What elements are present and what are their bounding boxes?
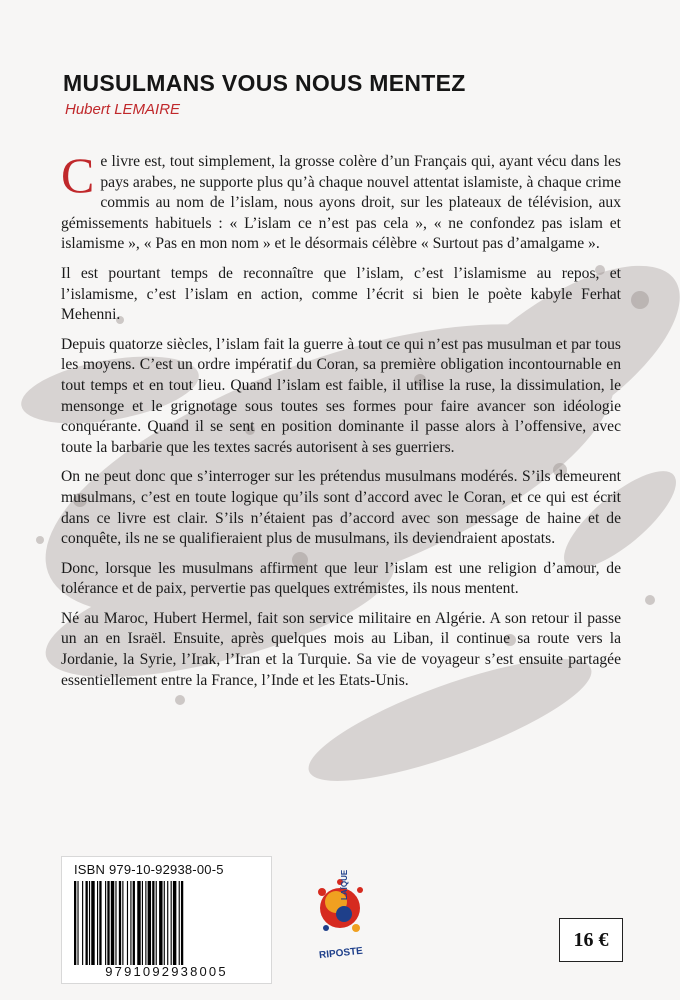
barcode-bar bbox=[105, 881, 106, 965]
barcode-bar bbox=[77, 881, 78, 965]
barcode-bar bbox=[89, 881, 90, 965]
barcode-bar bbox=[97, 881, 98, 965]
author-bio: Né au Maroc, Hubert Hermel, fait son service militaire en Algérie. A son retour il passe un an en Israël. Ensuite, après quelques mois au Liban, il continue sa route vers la Jordanie, la Syrie, l’Irak, l’Iran et la Turquie. Sa vie de voyageur s’est ensuite partagée essentiellement entre la France, l’Inde et les Etats-Unis. bbox=[61, 609, 621, 689]
barcode-bar bbox=[119, 881, 121, 965]
paragraph-1 bbox=[61, 147, 621, 255]
isbn-barcode-box bbox=[61, 856, 272, 984]
barcode-bar bbox=[86, 881, 88, 965]
barcode-bar bbox=[127, 881, 128, 965]
back-cover-blurb bbox=[61, 147, 621, 700]
barcode-bar bbox=[137, 881, 140, 965]
barcode-bar bbox=[133, 881, 135, 965]
barcode-bar bbox=[74, 881, 76, 965]
book-title: MUSULMANS VOUS NOUS MENTEZ bbox=[63, 70, 466, 96]
barcode-bar bbox=[164, 881, 165, 965]
paragraph-2: Il est pourtant temps de reconnaître que l’islam, c’est l’islamisme au repos, et l’islamisme, c’est l’islam en action, comme l’écrit si bien le poète kabyle Ferhat Mehenni. bbox=[61, 264, 621, 324]
paragraph-4: On ne peut donc que s’interroger sur les prétendus musulmans modérés. S’ils demeurent musulmans, c’est en toute logique qu’ils sont d’accord avec le Coran, et ce qui est écrit dans ce livre est clair. S’ils n’étaient pas d’accord avec son message de haine et de conquête, ils ne se qualifieraient plus de musulmans, ils deviendraient apostats. bbox=[61, 468, 621, 548]
barcode-bar bbox=[91, 881, 94, 965]
barcode-bar bbox=[171, 881, 172, 965]
barcode-bar bbox=[145, 881, 146, 965]
barcode-number: 9791092938005 bbox=[105, 964, 228, 979]
barcode-bar bbox=[148, 881, 151, 965]
barcode-bar bbox=[152, 881, 154, 965]
barcode-bar bbox=[107, 881, 109, 965]
barcode-bar bbox=[130, 881, 131, 965]
paragraph-5: Donc, lorsque les musulmans affirment que leur l’islam est une religion d’amour, de tolérance et de paix, pervertie pas quelques extrémistes, ils nous mentent. bbox=[61, 559, 621, 598]
barcode-bar bbox=[111, 881, 114, 965]
isbn-label: ISBN 979-10-92938-00-5 bbox=[74, 862, 224, 877]
barcode-bar bbox=[115, 881, 116, 965]
barcode-bar bbox=[181, 881, 183, 965]
barcode-bar bbox=[99, 881, 101, 965]
barcode-bar bbox=[156, 881, 157, 965]
barcode-bar bbox=[82, 881, 83, 965]
barcode-bar bbox=[179, 881, 180, 965]
paragraph-1-text: e livre est, tout simplement, la grosse colère d’un Français qui, ayant vécu dans les pays arabes, ne supporte plus qu’à chaque nouvel attentat islamiste, à chaque crime commis au nom de l’islam, nous ayons droit, sur les plateaux de télévision, aux gémissements habituels : « L’islam ce n’est pas cela », « ne confondez pas islam et islamisme », « Pas en mon nom » et le désormais célèbre « Surtout pas d’amalgame ». bbox=[61, 153, 621, 253]
publisher-name: RIPOSTE bbox=[318, 945, 364, 962]
price-tag: 16 € bbox=[559, 918, 623, 962]
publisher-side-text: LAÏQUE bbox=[340, 869, 349, 900]
barcode-bar bbox=[159, 881, 162, 965]
paragraph-3: Depuis quatorze siècles, l’islam fait la guerre à tout ce qui n’est pas musulman et par tous les moyens. C’est un ordre impératif du Coran, sa première obligation incontournable en tout temps et en tout lieu. Quand l’islam est faible, il utilise la ruse, la dissimulation, le mensonge et le grignotage sous toutes ses formes pour faire avancer son idéologie conquérante. Quand il se sent en position dominante il passe alors à l’offensive, avec toute la barbarie que les textes sacrés autorisent à ses guerriers. bbox=[61, 335, 621, 456]
barcode-bar bbox=[173, 881, 176, 965]
drop-cap: C bbox=[61, 147, 95, 203]
barcode-icon bbox=[72, 881, 262, 965]
barcode-bar bbox=[167, 881, 168, 965]
barcode-bar bbox=[122, 881, 123, 965]
barcode-bar bbox=[142, 881, 143, 965]
author-name: Hubert LEMAIRE bbox=[65, 101, 181, 118]
